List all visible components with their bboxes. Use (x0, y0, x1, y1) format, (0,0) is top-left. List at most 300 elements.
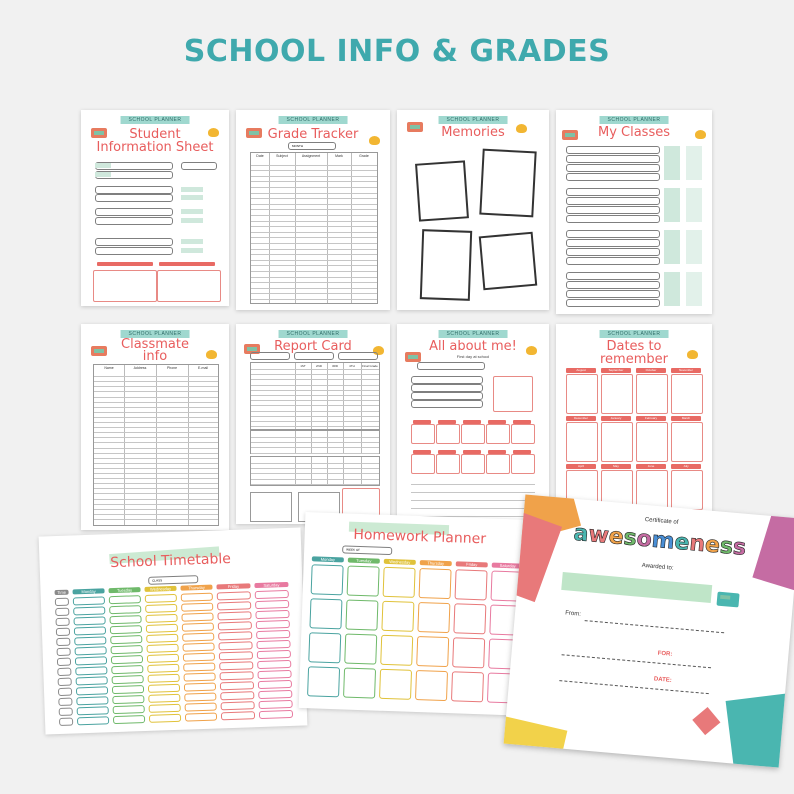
row-line (94, 417, 218, 418)
photo-frame (415, 160, 469, 221)
certificate-letter: a (572, 520, 590, 548)
for-label: FOR: (657, 650, 673, 658)
timetable-cell (148, 694, 180, 703)
row-line (94, 448, 218, 449)
column-header: 3RD (331, 364, 338, 368)
timetable-cell (75, 646, 107, 655)
time-box (686, 230, 702, 264)
grade-tracker-title: Grade Tracker (267, 127, 359, 142)
timetable-cell (255, 590, 289, 599)
day-box (664, 146, 680, 180)
homework-cell (311, 564, 344, 595)
timetable-cell (145, 604, 177, 613)
homework-cell (309, 598, 342, 629)
report-card-title: Report Card (274, 339, 352, 354)
grade-tracker-table (250, 152, 378, 304)
corner-shape (504, 713, 568, 768)
timetable-cell (59, 718, 73, 726)
timetable-cell (258, 690, 292, 699)
class-field (566, 272, 660, 280)
row-line (94, 397, 218, 398)
timetable-cell (76, 676, 108, 685)
timetable-cell (111, 655, 143, 664)
all-about-me-title: All about me! (429, 339, 517, 354)
timetable-cell (258, 700, 292, 709)
month-header: November (671, 368, 701, 373)
row-line (251, 288, 377, 289)
class-field (566, 248, 660, 256)
timetable-cell (219, 671, 253, 680)
timetable-cell (56, 628, 70, 636)
row-line (94, 493, 218, 494)
timetable-cell (147, 664, 179, 673)
month-box (566, 374, 598, 414)
column-divider (188, 365, 189, 525)
timetable-cell (255, 600, 289, 609)
certificate-letter: e (607, 523, 625, 551)
dates-page (556, 324, 712, 520)
class-field (566, 155, 660, 163)
month-header: September (601, 368, 631, 373)
timetable-cell (256, 620, 290, 629)
timetable-cell (55, 608, 69, 616)
homework-cell (451, 671, 484, 702)
month-box (671, 374, 703, 414)
row-line (94, 453, 218, 454)
timetable-cell (112, 675, 144, 684)
timetable-cell (75, 656, 107, 665)
row-line (251, 468, 379, 469)
page-title: SCHOOL INFO & GRADES (183, 34, 611, 69)
row-line (251, 426, 379, 427)
row-line (251, 421, 379, 422)
homework-cell (381, 601, 414, 632)
class-field (566, 197, 660, 205)
timetable-cell (110, 625, 142, 634)
row-line (251, 271, 377, 272)
month-header: March (671, 416, 701, 421)
timetable-cell (220, 691, 254, 700)
day-header: Wednesday (384, 559, 416, 565)
day-header: Monday (312, 556, 344, 562)
row-line (94, 381, 218, 382)
class-field (566, 281, 660, 289)
row-line (251, 282, 377, 283)
planner-tag: SCHOOL PLANNER (600, 116, 669, 124)
row-line (94, 427, 218, 428)
month-box (636, 422, 668, 462)
dates-title-1: Dates to (606, 339, 662, 354)
day-header: Wednesday (144, 586, 176, 592)
timetable-cell (55, 618, 69, 626)
month-box (566, 422, 598, 462)
timetable-cell (257, 660, 291, 669)
day-header: Thursday (420, 560, 452, 566)
day-box (664, 188, 680, 222)
timetable-cell (59, 708, 73, 716)
homework-title: Homework Planner (353, 526, 487, 548)
homework-cell (452, 637, 485, 668)
timetable-cell (109, 595, 141, 604)
row-line (94, 391, 218, 392)
planner-tag: SCHOOL PLANNER (279, 330, 348, 338)
row-line (251, 260, 377, 261)
timetable-cell (256, 630, 290, 639)
timetable-cell (75, 666, 107, 675)
row-line (251, 254, 377, 255)
row-line (251, 390, 379, 391)
timetable-cell (55, 598, 69, 606)
first-day-label: First day at school (456, 354, 490, 359)
class-field (566, 188, 660, 196)
month-box (601, 374, 633, 414)
certificate-letter: s (718, 533, 735, 560)
planner-tag: SCHOOL PLANNER (439, 116, 508, 124)
timetable-cell (57, 648, 71, 656)
my-classes-title: My Classes (597, 125, 670, 140)
timetable-cell (184, 693, 216, 702)
memories-title: Memories (441, 125, 505, 140)
fact-box (436, 454, 460, 474)
day-header: Tuesday (348, 558, 380, 564)
report-grid-1 (250, 362, 380, 430)
column-divider (311, 363, 312, 429)
month-header: October (636, 368, 666, 373)
timetable-cell (113, 715, 145, 724)
day-header: Saturday (254, 582, 288, 588)
homework-cell (379, 669, 412, 700)
fact-box (486, 454, 510, 474)
class-label: CLASS (152, 578, 163, 583)
timetable-cell (181, 603, 213, 612)
class-field (566, 206, 660, 214)
timetable-cell (149, 714, 181, 723)
row-line (251, 473, 379, 474)
row-line (251, 299, 377, 300)
timetable-cell (110, 635, 142, 644)
timetable-cell (149, 704, 181, 713)
row-line (94, 483, 218, 484)
photo-frame (479, 149, 536, 218)
fact-box (411, 424, 435, 444)
homework-cell (416, 636, 449, 667)
row-line (94, 442, 218, 443)
month-label: MONTH (292, 144, 303, 148)
row-line (94, 437, 218, 438)
row-line (251, 181, 377, 182)
month-header: February (636, 416, 666, 421)
homework-cell (343, 667, 376, 698)
timetable-cell (57, 668, 71, 676)
row-line (251, 221, 377, 222)
time-box (686, 272, 702, 306)
class-field (566, 257, 660, 265)
row-line (251, 405, 379, 406)
planner-tag: SCHOOL PLANNER (121, 116, 190, 124)
timetable-cell (76, 686, 108, 695)
certificate-letter: o (635, 526, 653, 553)
certificate-letter: s (731, 534, 748, 561)
column-header: Phone (166, 366, 178, 370)
fact-box (511, 454, 535, 474)
column-divider (295, 457, 296, 485)
day-header: Tuesday (108, 587, 140, 593)
column-header: 1ST (300, 364, 306, 368)
from-label: From: (564, 610, 582, 618)
column-header: 2ND (315, 364, 322, 368)
timetable-cell (73, 616, 105, 625)
class-field (566, 230, 660, 238)
timetable-cell (77, 716, 109, 725)
homework-cell (383, 567, 416, 598)
month-header: August (566, 368, 596, 373)
timetable-cell (73, 606, 105, 615)
column-header: Name (104, 366, 114, 370)
timetable-cell (56, 638, 70, 646)
timetable-cell (58, 678, 72, 686)
timetable-cell (145, 594, 177, 603)
month-header: May (601, 464, 631, 469)
fact-box (461, 454, 485, 474)
timetable-cell (218, 631, 252, 640)
classmate-title-2: info (142, 349, 168, 364)
timetable-cell (110, 645, 142, 654)
month-box (671, 422, 703, 462)
row-line (94, 432, 218, 433)
row-line (251, 232, 377, 233)
name-highlight (561, 572, 712, 603)
timetable-cell (221, 711, 255, 720)
class-field (566, 290, 660, 298)
student-info-page (81, 110, 229, 306)
homework-cell (308, 632, 341, 663)
timetable-cell (220, 681, 254, 690)
date-label: DATE: (653, 676, 672, 684)
row-line (94, 407, 218, 408)
row-line (94, 509, 218, 510)
day-box (664, 272, 680, 306)
report-grid-3 (250, 456, 380, 486)
grade-tracker-page (236, 110, 390, 310)
report-card-page (236, 324, 390, 524)
day-header: Thursday (180, 585, 212, 591)
column-header: Final Grade (362, 364, 378, 368)
timetable-cell (74, 626, 106, 635)
column-divider (343, 457, 344, 485)
homework-cell (307, 666, 340, 697)
homework-cell (455, 569, 488, 600)
row-line (94, 422, 218, 423)
timetable-cell (256, 640, 290, 649)
class-field (566, 146, 660, 154)
column-divider (156, 365, 157, 525)
timetable-cell (112, 685, 144, 694)
row-line (94, 504, 218, 505)
timetable-cell (221, 701, 255, 710)
row-line (94, 519, 218, 520)
row-line (251, 277, 377, 278)
row-line (94, 412, 218, 413)
timetable-cell (218, 641, 252, 650)
timetable-cell (181, 593, 213, 602)
row-line (94, 458, 218, 459)
student-info-title-2: Information Sheet (96, 140, 214, 155)
day-header: Saturday (492, 563, 524, 569)
timetable-grid (39, 527, 308, 734)
timetable-cell (185, 703, 217, 712)
my-classes-page (556, 110, 712, 314)
timetable-cell (257, 670, 291, 679)
row-line (94, 463, 218, 464)
timetable-cell (183, 653, 215, 662)
row-line (251, 249, 377, 250)
class-field (566, 215, 660, 223)
certificate-letter: e (673, 529, 691, 556)
planner-tag: SCHOOL PLANNER (121, 330, 190, 338)
certificate-letter: e (703, 532, 722, 559)
row-line (251, 170, 377, 171)
timetable-cell (147, 654, 179, 663)
timetable-cell (185, 713, 217, 722)
pencil-case-icon (716, 592, 739, 608)
column-divider (361, 363, 362, 429)
row-line (251, 379, 379, 380)
timetable-cell (257, 650, 291, 659)
row-line (251, 437, 379, 438)
memories-page (397, 110, 549, 310)
column-divider (295, 363, 296, 429)
row-line (251, 479, 379, 480)
row-line (94, 514, 218, 515)
timetable-title: School Timetable (109, 550, 232, 572)
classes-list (556, 110, 712, 314)
class-field (566, 299, 660, 307)
row-line (251, 215, 377, 216)
row-line (251, 204, 377, 205)
report-grid-2 (250, 430, 380, 454)
homework-cell (417, 602, 450, 633)
row-line (251, 187, 377, 188)
planner-tag: SCHOOL PLANNER (439, 330, 508, 338)
timetable-cell (218, 621, 252, 630)
row-line (94, 468, 218, 469)
column-header: Address (133, 366, 147, 370)
homework-cell (347, 566, 380, 597)
homework-page (299, 512, 536, 716)
timetable-cell (184, 683, 216, 692)
fact-box (436, 424, 460, 444)
certificate-letter: m (650, 527, 676, 555)
day-header: Time (55, 590, 69, 595)
day-box (664, 230, 680, 264)
timetable-cell (111, 665, 143, 674)
homework-cell (380, 635, 413, 666)
timetable-page (39, 527, 308, 734)
timetable-cell (58, 698, 72, 706)
row-line (251, 463, 379, 464)
timetable-cell (113, 705, 145, 714)
week-label: WEEK OF (346, 547, 361, 552)
class-field (566, 173, 660, 181)
classmate-info-page (81, 324, 229, 530)
row-line (251, 243, 377, 244)
timetable-cell (148, 684, 180, 693)
timetable-cell (73, 596, 105, 605)
column-header: Subject (276, 154, 288, 158)
timetable-cell (58, 688, 72, 696)
month-header: December (566, 416, 596, 421)
row-line (251, 193, 377, 194)
dates-title-2: remember (600, 352, 668, 367)
row-line (251, 374, 379, 375)
photo-frame (420, 229, 472, 301)
timetable-cell (146, 624, 178, 633)
month-header: July (671, 464, 701, 469)
timetable-cell (74, 636, 106, 645)
month-box (601, 422, 633, 462)
row-line (94, 473, 218, 474)
day-header: Friday (216, 583, 250, 589)
column-divider (124, 365, 125, 525)
fact-box (461, 424, 485, 444)
time-box (686, 146, 702, 180)
fact-box (511, 424, 535, 444)
column-header: Mark (335, 154, 343, 158)
timetable-cell (255, 610, 289, 619)
column-header: Date (256, 154, 264, 158)
homework-grid (299, 512, 536, 716)
row-line (251, 237, 377, 238)
student-info-title-1: Student (129, 127, 181, 142)
column-divider (327, 457, 328, 485)
time-box (686, 188, 702, 222)
report-grid-4 (250, 492, 292, 522)
timetable-cell (181, 613, 213, 622)
corner-shape (726, 692, 794, 767)
row-line (251, 226, 377, 227)
awarded-to-label: Awarded to: (641, 562, 674, 572)
row-line (251, 176, 377, 177)
fact-box (486, 424, 510, 444)
row-line (251, 165, 377, 166)
certificate-letter: s (622, 525, 638, 552)
months-grid (556, 324, 712, 520)
certificate-letter: n (688, 530, 707, 558)
timetable-cell (146, 634, 178, 643)
row-line (251, 411, 379, 412)
certificate-letter: w (587, 522, 610, 549)
row-line (251, 453, 379, 454)
fact-box (411, 454, 435, 474)
month-header: April (566, 464, 596, 469)
timetable-cell (217, 601, 251, 610)
timetable-cell (148, 674, 180, 683)
class-field (566, 164, 660, 172)
column-divider (361, 457, 362, 485)
planner-tag: SCHOOL PLANNER (279, 116, 348, 124)
column-divider (343, 363, 344, 429)
day-header: Friday (456, 561, 488, 567)
column-header: 4TH (349, 364, 355, 368)
timetable-cell (57, 658, 71, 666)
timetable-cell (219, 661, 253, 670)
timetable-cell (183, 673, 215, 682)
month-box (671, 470, 703, 510)
kite-icon (692, 707, 720, 735)
row-line (251, 265, 377, 266)
homework-cell (415, 670, 448, 701)
row-line (251, 395, 379, 396)
